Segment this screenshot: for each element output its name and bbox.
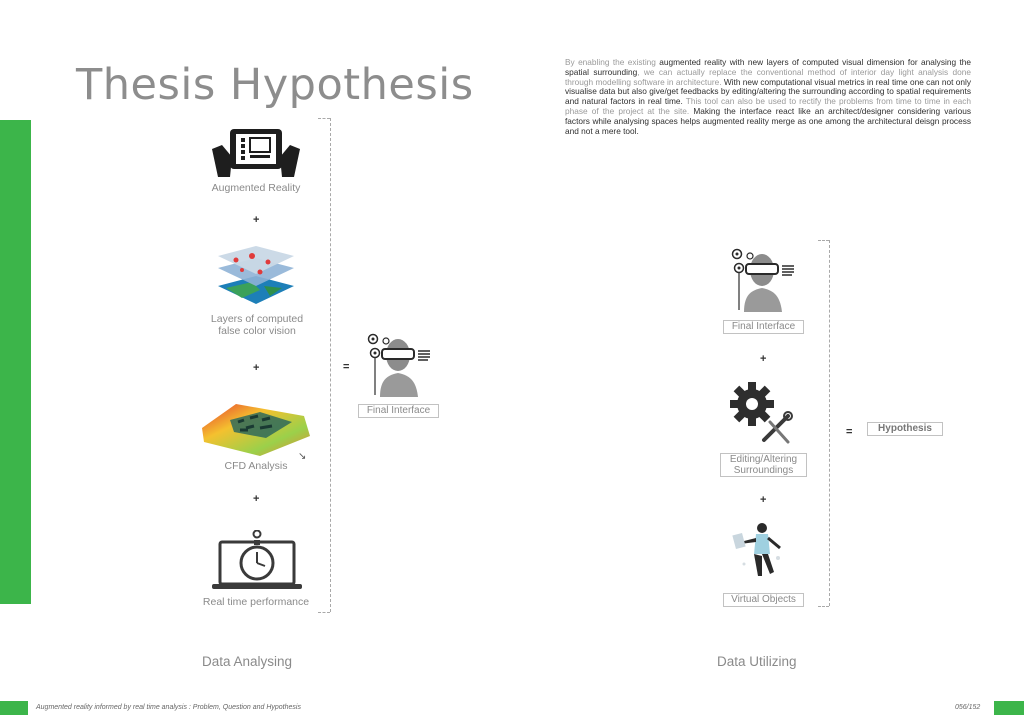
- plus-sign: +: [253, 362, 260, 374]
- right-item-label-1: Final Interface: [723, 320, 804, 334]
- final-interface-label: Final Interface: [358, 404, 439, 418]
- page-title: Thesis Hypothesis: [76, 60, 474, 110]
- footer-accent-right: [994, 701, 1024, 715]
- paragraph-segment: This tool can also be used to rectify the problems from time to time in each phase of the project at the site.: [565, 96, 971, 116]
- paragraph-segment: augmented reality with new layers of computed visual dimension for analysing the spatial surrounding: [565, 57, 971, 77]
- left-item-label-3: CFD Analysis: [224, 460, 288, 472]
- plus-sign: +: [253, 493, 260, 505]
- paragraph-segment: , we can actually replace the conventional method of interior day light analysis done through modelling software in architecture.: [565, 66, 971, 87]
- laptop-stopwatch-icon: [210, 530, 304, 592]
- footer-accent-left: [0, 701, 28, 715]
- layers-map-icon: [212, 246, 298, 308]
- section-label-data-analysing: Data Analysing: [202, 654, 293, 669]
- gear-tools-icon: [730, 382, 794, 446]
- hypothesis-label: Hypothesis: [867, 422, 943, 436]
- tablet-hands-icon: [210, 125, 302, 181]
- hypothesis-paragraph: [565, 58, 971, 136]
- right-item-label-3: Virtual Objects: [723, 593, 804, 607]
- left-item-label-4: Real time performance: [202, 596, 310, 608]
- paragraph-segment: With new computational visual metrics in real time one can not only visualise data but also give/get feedbacks by editing/altering the surrounding according to spatial requirements and natural factors in real time.: [565, 76, 971, 107]
- right-item-label-2: Editing/Altering Surroundings: [720, 453, 807, 477]
- equals-sign: =: [343, 361, 350, 373]
- accent-sidebar: [0, 120, 31, 604]
- right-bracket-top: [818, 240, 829, 241]
- left-bracket-top: [318, 118, 330, 119]
- vr-headset-person-icon: [366, 333, 432, 397]
- equals-sign: =: [846, 426, 853, 438]
- plus-sign: +: [253, 214, 260, 226]
- right-bracket-bottom: [818, 606, 829, 607]
- left-item-label-2: Layers of computed false color vision: [210, 313, 304, 337]
- left-item-label-1: Augmented Reality: [211, 182, 301, 194]
- plus-sign: +: [760, 494, 767, 506]
- plus-sign: +: [760, 353, 767, 365]
- left-bracket-bottom: [318, 612, 330, 613]
- section-label-data-utilizing: Data Utilizing: [717, 654, 797, 669]
- cursor-arrow-icon: ↘: [298, 451, 307, 462]
- footer-caption: Augmented reality informed by real time analysis : Problem, Question and Hypothesis: [36, 704, 301, 711]
- right-bracket-line: [829, 240, 830, 606]
- paragraph-segment: By enabling the existing: [565, 57, 660, 67]
- vr-headset-person-icon: [730, 248, 796, 312]
- paragraph-segment: Making the interface react like an architect/designer considering various factors while analysing spaces helps augmented reality merge as one among the architectural deisgn process and not a mere tool.: [565, 105, 971, 136]
- left-bracket-line: [330, 118, 331, 612]
- virtual-person-icon: [732, 520, 788, 584]
- page-number: 056/152: [955, 704, 981, 711]
- cfd-terrain-icon: [200, 398, 312, 460]
